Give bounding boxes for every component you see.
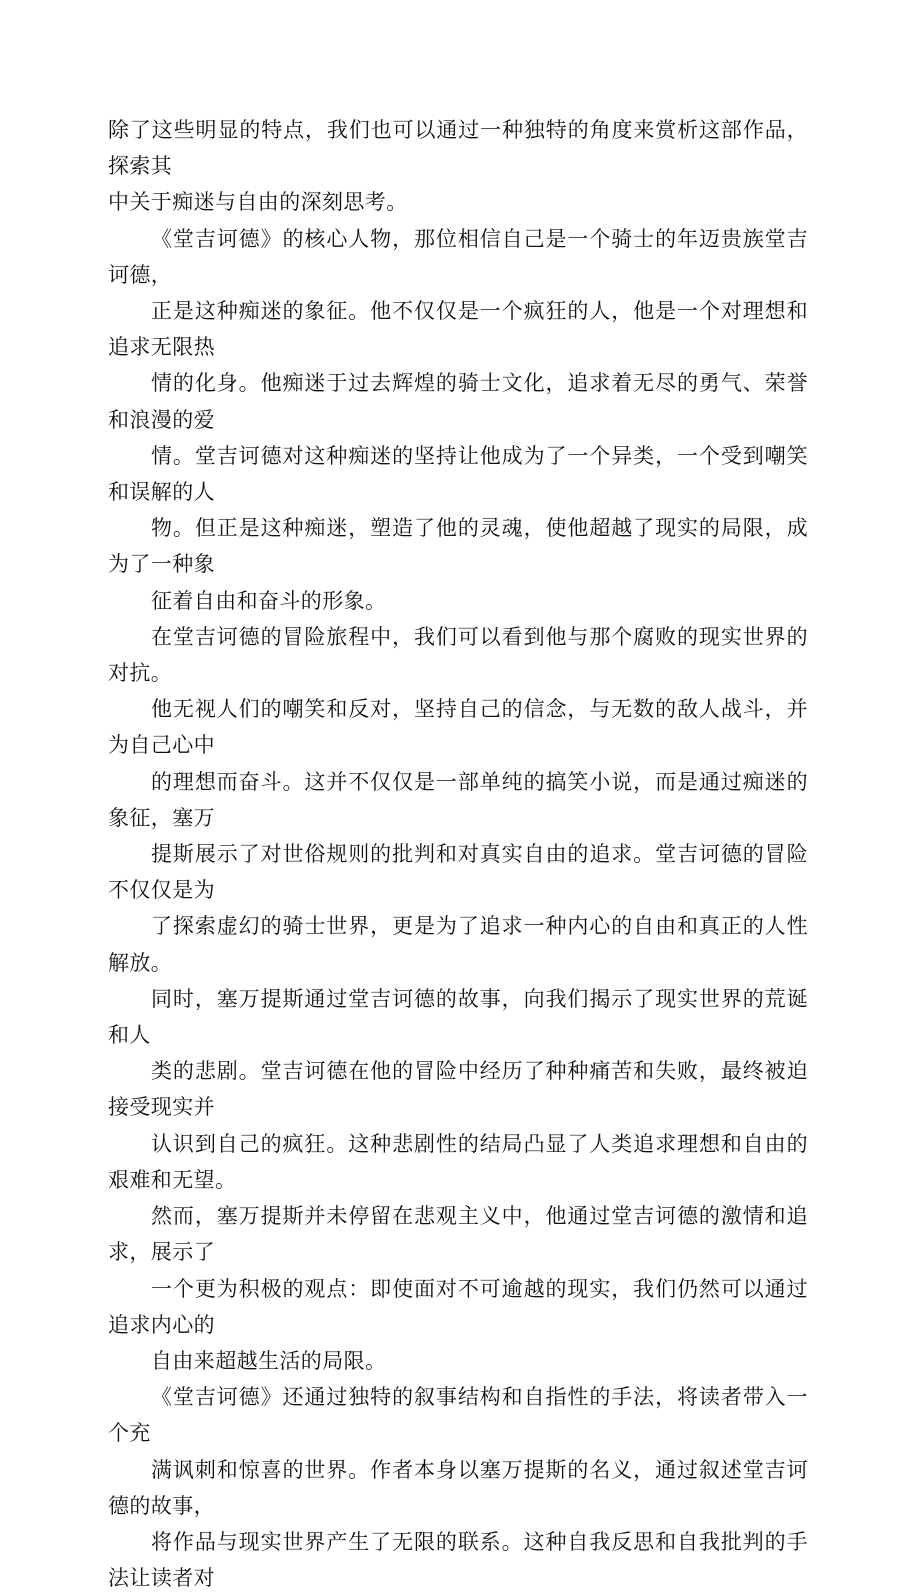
text-line: 征着自由和奋斗的形象。 bbox=[151, 588, 387, 613]
text-line: 然而，塞万提斯并未停留在悲观主义中，他通过堂吉诃德的激情和追求，展示了 bbox=[108, 1204, 808, 1265]
text-line: 《堂吉诃德》的核心人物，那位相信自己是一个骑士的年迈贵族堂吉诃德， bbox=[108, 226, 808, 287]
text-line: 《堂吉诃德》还通过独特的叙事结构和自指性的手法，将读者带入一个充 bbox=[108, 1385, 808, 1446]
paragraph-1 bbox=[108, 112, 808, 221]
text-line: 自由来超越生活的局限。 bbox=[151, 1348, 387, 1373]
paragraph-2 bbox=[108, 221, 808, 619]
text-line: 提斯展示了对世俗规则的批判和对真实自由的追求。堂吉诃德的冒险不仅仅是为 bbox=[108, 842, 808, 903]
text-line: 了探索虚幻的骑士世界，更是为了追求一种内心的自由和真正的人性解放。 bbox=[108, 914, 808, 975]
text-line: 将作品与现实世界产生了无限的联系。这种自我反思和自我批判的手法让读者对 bbox=[108, 1529, 808, 1591]
text-line: 类的悲剧。堂吉诃德在他的冒险中经历了种种痛苦和失败，最终被迫接受现实并 bbox=[108, 1059, 808, 1120]
text-line: 中关于痴迷与自由的深刻思考。 bbox=[108, 190, 408, 215]
text-line: 情的化身。他痴迷于过去辉煌的骑士文化，追求着无尽的勇气、荣誉和浪漫的爱 bbox=[108, 371, 808, 432]
text-line: 情。堂吉诃德对这种痴迷的坚持让他成为了一个异类，一个受到嘲笑和误解的人 bbox=[108, 443, 808, 505]
paragraph-3 bbox=[108, 619, 808, 981]
text-line: 满讽刺和惊喜的世界。作者本身以塞万提斯的名义，通过叙述堂吉诃德的故事， bbox=[108, 1457, 808, 1518]
text-line: 物。但正是这种痴迷，塑造了他的灵魂，使他超越了现实的局限，成为了一种象 bbox=[108, 516, 808, 577]
text-line: 正是这种痴迷的象征。他不仅仅是一个疯狂的人，他是一个对理想和追求无限热 bbox=[108, 299, 808, 360]
text-line: 除了这些明显的特点，我们也可以通过一种独特的角度来赏析这部作品，探索其 bbox=[108, 118, 808, 179]
document-page bbox=[108, 112, 808, 1596]
text-line: 在堂吉诃德的冒险旅程中，我们可以看到他与那个腐败的现实世界的对抗。 bbox=[108, 624, 808, 686]
paragraph-4 bbox=[108, 981, 808, 1379]
text-line: 他无视人们的嘲笑和反对，坚持自己的信念，与无数的敌人战斗，并为自己心中 bbox=[108, 697, 808, 758]
text-line: 认识到自己的疯狂。这种悲剧性的结局凸显了人类追求理想和自由的艰难和无望。 bbox=[108, 1131, 808, 1192]
text-line: 同时，塞万提斯通过堂吉诃德的故事，向我们揭示了现实世界的荒诞和人 bbox=[108, 986, 808, 1048]
text-line: 的理想而奋斗。这并不仅仅是一部单纯的搞笑小说，而是通过痴迷的象征，塞万 bbox=[108, 769, 808, 830]
paragraph-5 bbox=[108, 1379, 808, 1596]
text-line: 一个更为积极的观点：即使面对不可逾越的现实，我们仍然可以通过追求内心的 bbox=[108, 1276, 808, 1337]
